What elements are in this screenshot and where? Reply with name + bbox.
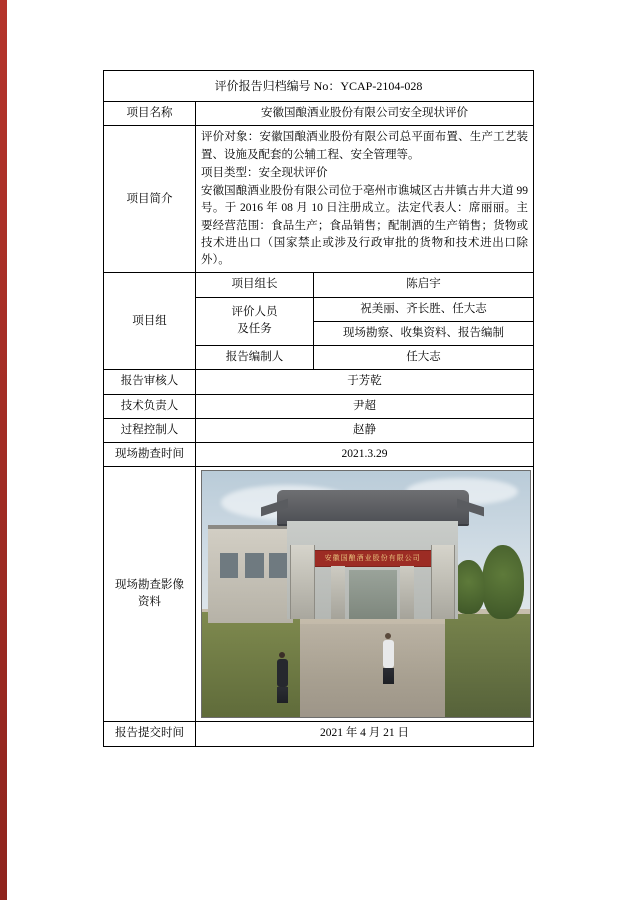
survey-image-label (104, 467, 196, 722)
photo-side-building (208, 525, 294, 623)
archive-number: 评价报告归档编号 No：YCAP-2104-028 (104, 71, 534, 102)
table-row-tech-manager (104, 394, 534, 418)
submit-time-label: 报告提交时间 (104, 722, 196, 746)
survey-time-value: 2021.3.29 (196, 443, 534, 467)
photo-gate-opening (349, 570, 397, 619)
photo-gate-roof (277, 490, 469, 524)
site-survey-photo (201, 470, 531, 718)
photo-person-left (277, 652, 288, 703)
team-members-label-line1: 评价人员 (231, 306, 278, 318)
project-intro-value (196, 126, 534, 273)
project-team-label: 项目组 (104, 273, 196, 370)
table-row-submit-time (104, 722, 534, 746)
survey-time-label: 现场勘查时间 (104, 443, 196, 467)
photo-gate-banner-text: 安徽国酿酒业股份有限公司 (324, 554, 421, 562)
photo-gate-pillar-right (431, 545, 455, 619)
page-edge-strip (0, 0, 7, 900)
photo-person-head (279, 652, 285, 658)
photo-person-head (385, 633, 391, 639)
table-row-archive-header (104, 71, 534, 102)
photo-person-legs (277, 687, 288, 703)
photo-window (245, 553, 264, 578)
table-row-survey-time (104, 443, 534, 467)
project-intro-paragraph-2: 项目类型：安全现状评价 (201, 166, 328, 179)
table-row-project-intro (104, 126, 534, 273)
table-row-process-control (104, 418, 534, 442)
report-writer-label: 报告编制人 (196, 346, 314, 370)
photo-person-legs (383, 668, 394, 684)
photo-person-body (383, 640, 394, 668)
process-control-value: 赵静 (196, 418, 534, 442)
photo-gate-body (287, 521, 459, 619)
tech-manager-label: 技术负责人 (104, 394, 196, 418)
project-intro-label: 项目简介 (104, 126, 196, 273)
table-row-survey-image (104, 467, 534, 722)
team-tasks-value: 现场勘察、收集资料、报告编制 (314, 321, 534, 345)
photo-person-right (383, 633, 394, 684)
report-reviewer-label: 报告审核人 (104, 370, 196, 394)
tech-manager-value: 尹超 (196, 394, 534, 418)
survey-image-label-line1: 现场勘查影像 (115, 579, 184, 591)
photo-gate-pillar-mid-left (331, 566, 345, 619)
photo-gate-banner (294, 550, 452, 567)
project-name-label: 项目名称 (104, 102, 196, 126)
report-writer-value: 任大志 (314, 346, 534, 370)
submit-time-value: 2021 年 4 月 21 日 (196, 722, 534, 746)
project-name-value: 安徽国酿酒业股份有限公司安全现状评价 (196, 102, 534, 126)
team-members-label-line2: 及任务 (237, 323, 272, 336)
team-leader-label: 项目组长 (196, 273, 314, 297)
photo-gate-pillar-mid-right (400, 566, 414, 619)
photo-factory-gate (287, 490, 459, 619)
evaluation-report-cover-table (103, 70, 534, 747)
photo-window (269, 553, 288, 578)
report-reviewer-value: 于芳乾 (196, 370, 534, 394)
project-intro-paragraph-1: 评价对象：安徽国酿酒业股份有限公司总平面布置、生产工艺装置、设施及配套的公辅工程、安全管理等。 (201, 131, 529, 161)
survey-image-label-line2: 资料 (138, 596, 161, 609)
table-row-report-reviewer (104, 370, 534, 394)
survey-image-cell (196, 467, 534, 722)
team-leader-value: 陈启宇 (314, 273, 534, 297)
process-control-label: 过程控制人 (104, 418, 196, 442)
photo-tree (482, 545, 525, 619)
photo-gate-pillar-left (290, 545, 314, 619)
project-intro-paragraph-3: 安徽国酿酒业股份有限公司位于亳州市谯城区古井镇古井大道 99 号。于 2016 年 08 月 10 日注册成立。法定代表人：席丽丽。主要经营范围：食品生产；食品销售；配制酒的生产销售；货物或技术进出口（国家禁止或涉及行政审批的货物和技术进出口除外）。 (201, 185, 529, 266)
team-members-value: 祝美丽、齐长胜、任大志 (314, 297, 534, 321)
photo-person-body (277, 659, 288, 687)
photo-grass-right (445, 614, 531, 718)
team-members-label (196, 297, 314, 346)
photo-window (220, 553, 239, 578)
table-row-team-leader (104, 273, 534, 297)
table-row-project-name (104, 102, 534, 126)
